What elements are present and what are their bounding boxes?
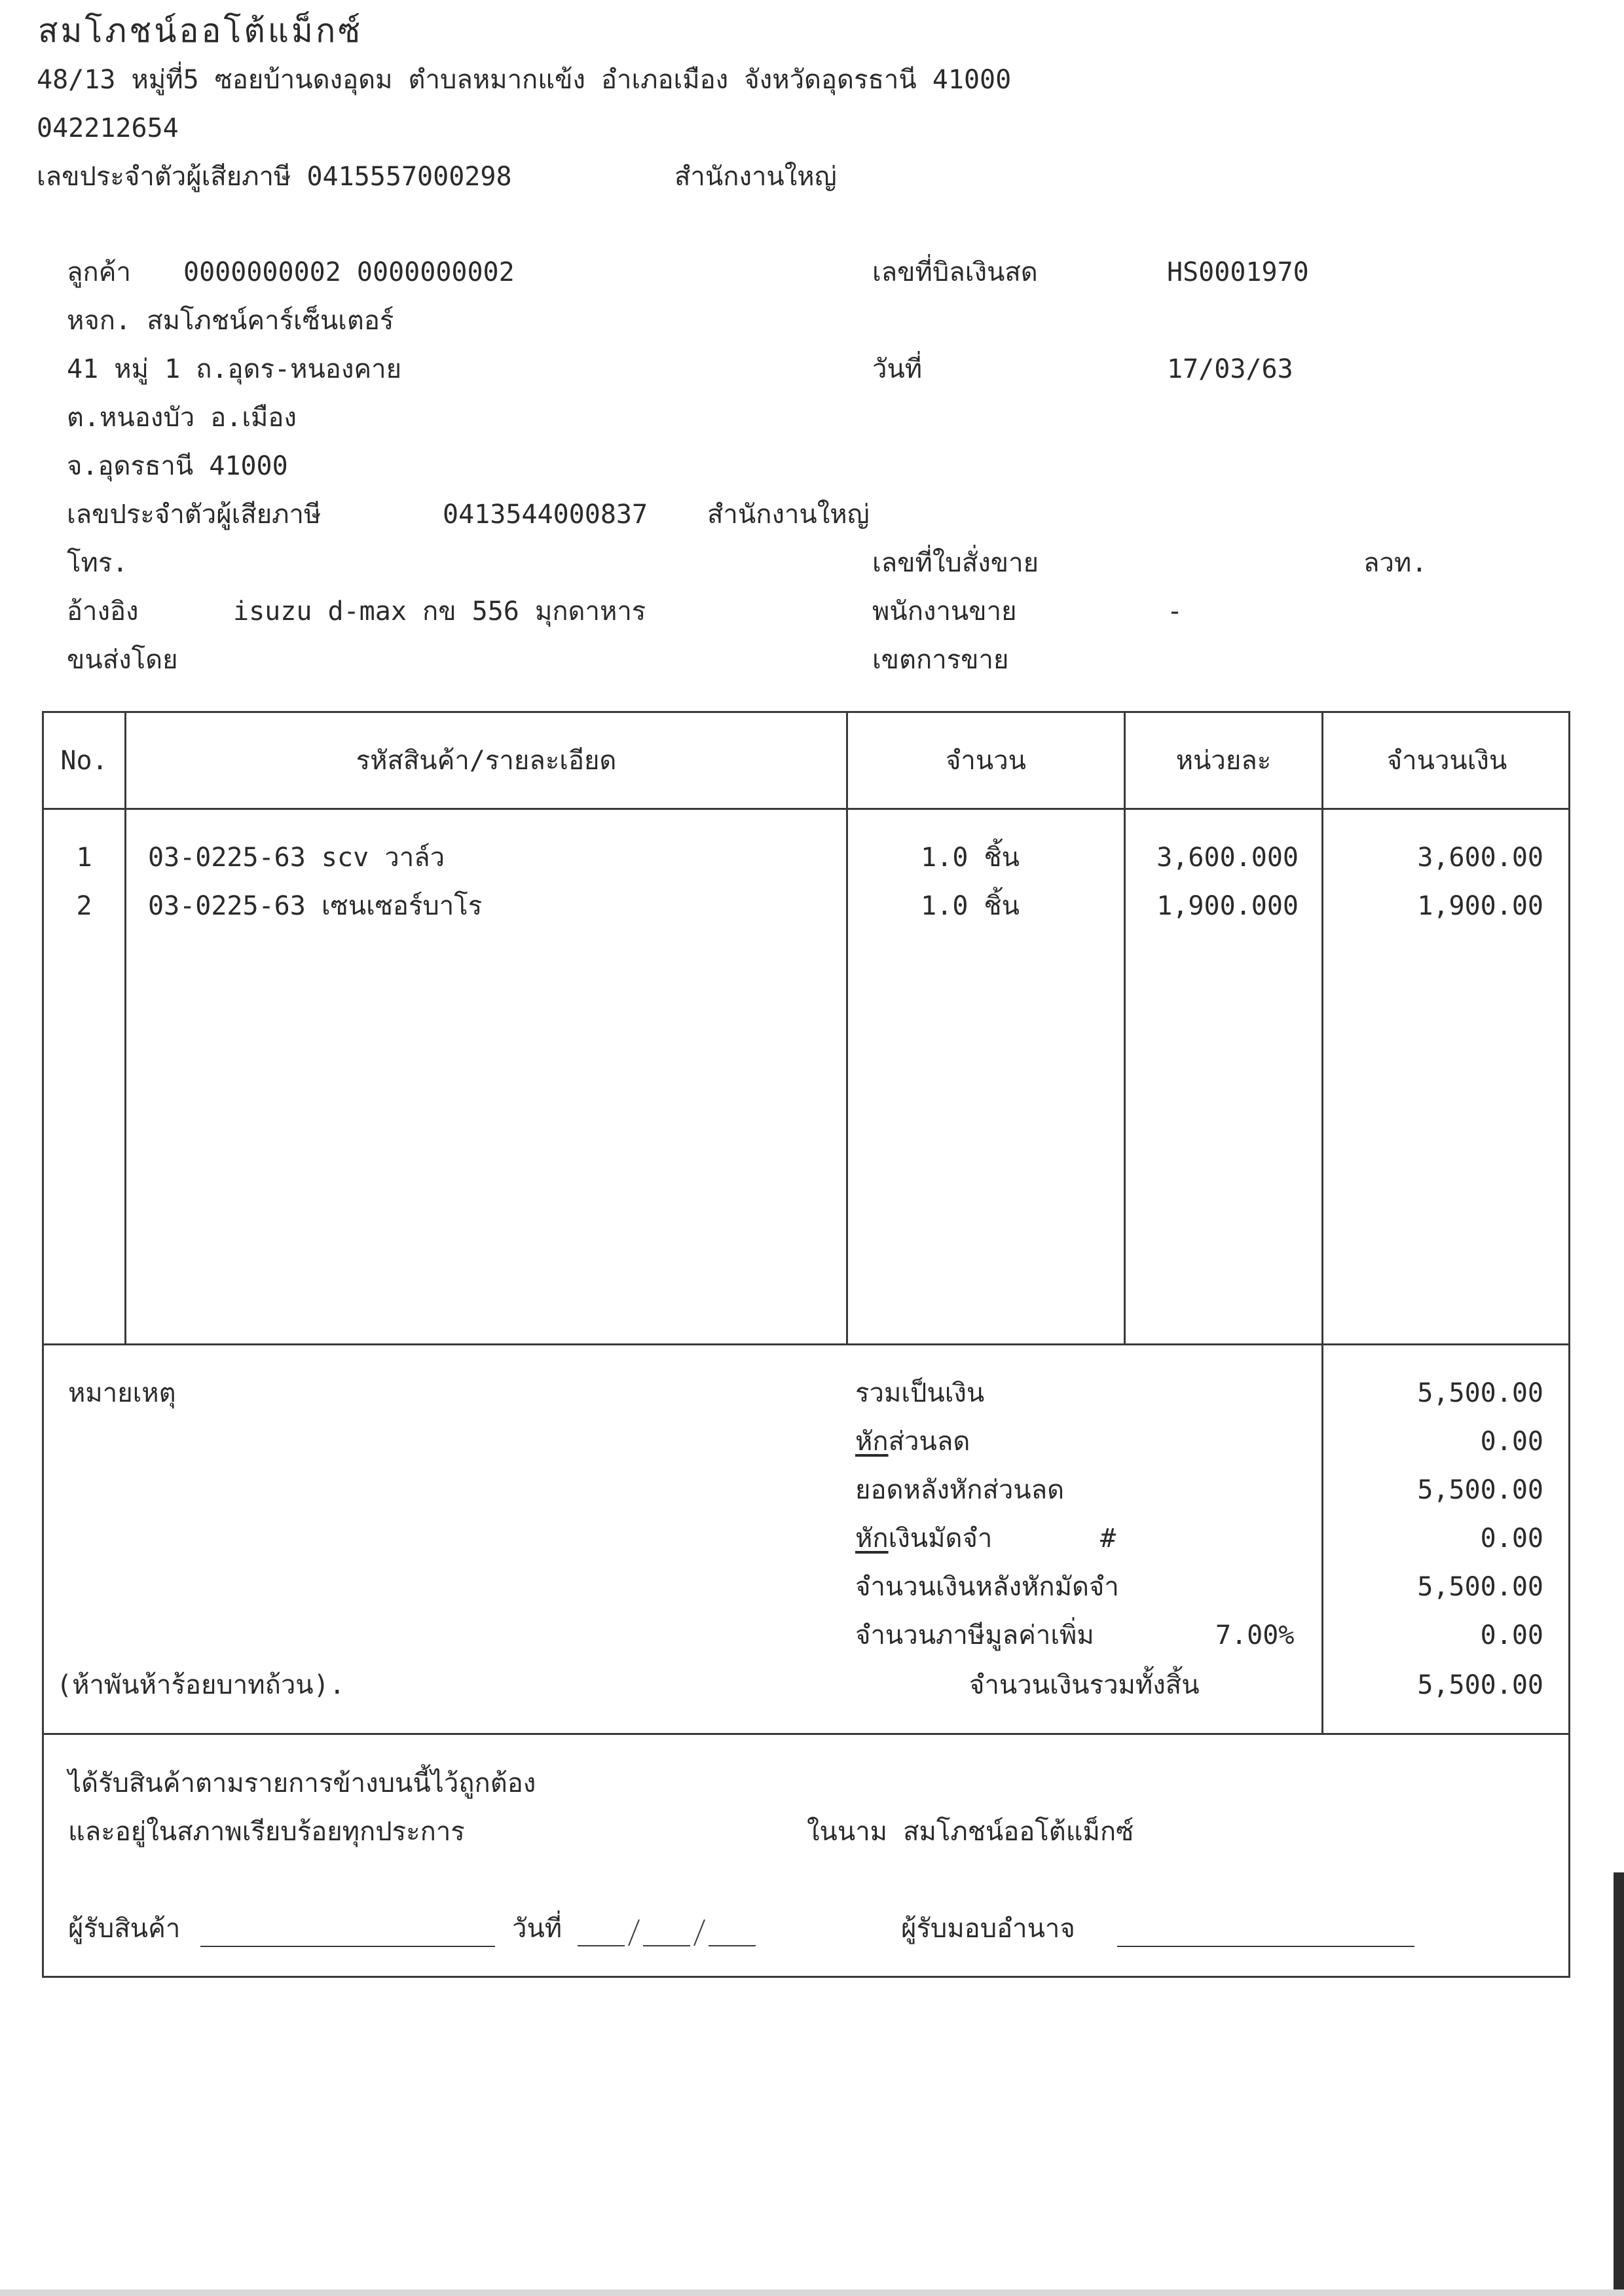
deposit-label-text: เงินมัดจำ bbox=[888, 1523, 993, 1554]
header-quantity: จำนวน bbox=[945, 746, 1027, 776]
scan-edge-right bbox=[1614, 1872, 1624, 2296]
row-unit-price: 1,900.000 bbox=[1156, 891, 1299, 921]
receive-date-blanks bbox=[576, 1917, 760, 1948]
authorized-label: ผู้รับมอบอำนาจ bbox=[901, 1914, 1075, 1944]
receiver-signature-line bbox=[200, 1946, 495, 1947]
deposit-value: 0.00 bbox=[1480, 1523, 1543, 1554]
row-quantity: 1.0 ชิ้น bbox=[921, 843, 1020, 873]
subtotal-label: รวมเป็นเงิน bbox=[855, 1378, 985, 1408]
sales-area-label: เขตการขาย bbox=[872, 645, 1009, 675]
invoice-number: HS0001970 bbox=[1167, 257, 1309, 287]
row-description: 03-0225-63 เซนเซอร์บาโร bbox=[148, 891, 483, 921]
authorized-signature-line bbox=[1117, 1946, 1414, 1947]
vat-value: 0.00 bbox=[1480, 1620, 1543, 1650]
customer-codes: 0000000002 0000000002 bbox=[183, 257, 515, 287]
sales-order-value: ลวท. bbox=[1363, 548, 1428, 578]
company-name: สมโภชน์ออโต้แม็กซ์ bbox=[38, 12, 363, 50]
scan-edge-bottom bbox=[0, 2289, 1624, 2296]
customer-tax-id: 0413544000837 bbox=[443, 500, 648, 530]
customer-address-3: จ.อุดรธานี 41000 bbox=[67, 451, 288, 481]
customer-address-1: 41 หมู่ 1 ถ.อุดร-หนองคาย bbox=[67, 354, 402, 384]
vat-rate: 7.00% bbox=[1215, 1620, 1295, 1650]
on-behalf-of: ในนาม สมโภชน์ออโต้แม็กซ์ bbox=[807, 1817, 1134, 1847]
received-line-1: ได้รับสินค้าตามรายการข้างบนนี้ไว้ถูกต้อง bbox=[68, 1768, 536, 1798]
table-header-divider bbox=[42, 808, 1570, 810]
after-discount-value: 5,500.00 bbox=[1417, 1475, 1543, 1505]
deposit-label bbox=[855, 1525, 992, 1552]
row-quantity: 1.0 ชิ้น bbox=[921, 891, 1020, 921]
grand-total-label: จำนวนเงินรวมทั้งสิ้น bbox=[969, 1670, 1200, 1700]
row-number: 1 bbox=[76, 843, 92, 873]
after-deposit-value: 5,500.00 bbox=[1417, 1572, 1543, 1602]
discount-label-text: ส่วนลด bbox=[888, 1427, 970, 1457]
grand-total-value: 5,500.00 bbox=[1417, 1670, 1543, 1700]
row-number: 2 bbox=[76, 891, 92, 921]
salesperson-label: พนักงานขาย bbox=[872, 596, 1017, 627]
invoice-number-label: เลขที่บิลเงินสด bbox=[872, 257, 1038, 287]
amount-in-words: (ห้าพันห้าร้อยบาทถ้วน). bbox=[56, 1670, 345, 1700]
row-description: 03-0225-63 scv วาล์ว bbox=[148, 843, 445, 873]
vat-label: จำนวนภาษีมูลค่าเพิ่ม bbox=[855, 1620, 1094, 1650]
deposit-label-prefix: หัก bbox=[855, 1523, 889, 1554]
invoice-date: 17/03/63 bbox=[1167, 354, 1293, 384]
discount-value: 0.00 bbox=[1480, 1427, 1543, 1457]
salesperson-value: - bbox=[1167, 596, 1183, 627]
after-deposit-label: จำนวนเงินหลังหักมัดจำ bbox=[855, 1572, 1119, 1602]
reference-label: อ้างอิง bbox=[67, 596, 139, 627]
header-amount: จำนวนเงิน bbox=[1386, 746, 1507, 776]
company-phone: 042212654 bbox=[37, 113, 179, 143]
receiver-label: ผู้รับสินค้า bbox=[68, 1914, 181, 1944]
sales-order-label: เลขที่ใบสั่งขาย bbox=[872, 548, 1039, 578]
company-tax-id: เลขประจำตัวผู้เสียภาษี 0415557000298 bbox=[37, 162, 512, 192]
invoice-date-label: วันที่ bbox=[872, 354, 923, 384]
customer-phone-label: โทร. bbox=[67, 548, 128, 578]
header-no: No. bbox=[60, 746, 108, 776]
received-line-2: และอยู่ในสภาพเรียบร้อยทุกประการ bbox=[68, 1817, 465, 1847]
col-divider-no bbox=[124, 711, 126, 1345]
table-body-divider bbox=[42, 1343, 1570, 1345]
customer-label: ลูกค้า bbox=[67, 257, 131, 287]
deposit-mark: # bbox=[1100, 1523, 1116, 1554]
after-discount-label: ยอดหลังหักส่วนลด bbox=[855, 1475, 1065, 1505]
discount-label bbox=[855, 1429, 970, 1455]
receive-date-label: วันที่ bbox=[512, 1914, 563, 1944]
remark-label: หมายเหตุ bbox=[68, 1378, 176, 1408]
subtotal-value: 5,500.00 bbox=[1417, 1378, 1543, 1408]
header-unit-price: หน่วยละ bbox=[1175, 746, 1272, 776]
company-branch: สำนักงานใหญ่ bbox=[674, 162, 837, 192]
customer-name: หจก. สมโภชน์คาร์เซ็นเตอร์ bbox=[67, 306, 394, 336]
discount-label-prefix: หัก bbox=[855, 1427, 889, 1457]
row-amount: 3,600.00 bbox=[1417, 843, 1543, 873]
col-divider-qty bbox=[1124, 711, 1126, 1345]
reference-value: isuzu d-max กข 556 มุกดาหาร bbox=[233, 596, 646, 627]
company-address: 48/13 หมู่ที่5 ซอยบ้านดงอุดม ตำบลหมากแข้ง อำเภอเมือง จังหวัดอุดรธานี 41000 bbox=[37, 65, 1012, 95]
col-divider-desc bbox=[846, 711, 848, 1345]
shipping-label: ขนส่งโดย bbox=[67, 645, 178, 675]
customer-tax-label: เลขประจำตัวผู้เสียภาษี bbox=[67, 500, 322, 530]
row-unit-price: 3,600.000 bbox=[1156, 843, 1299, 873]
customer-branch: สำนักงานใหญ่ bbox=[707, 500, 870, 530]
customer-address-2: ต.หนองบัว อ.เมือง bbox=[67, 403, 297, 433]
header-description: รหัสสินค้า/รายละเอียด bbox=[356, 746, 617, 776]
row-amount: 1,900.00 bbox=[1417, 891, 1543, 921]
